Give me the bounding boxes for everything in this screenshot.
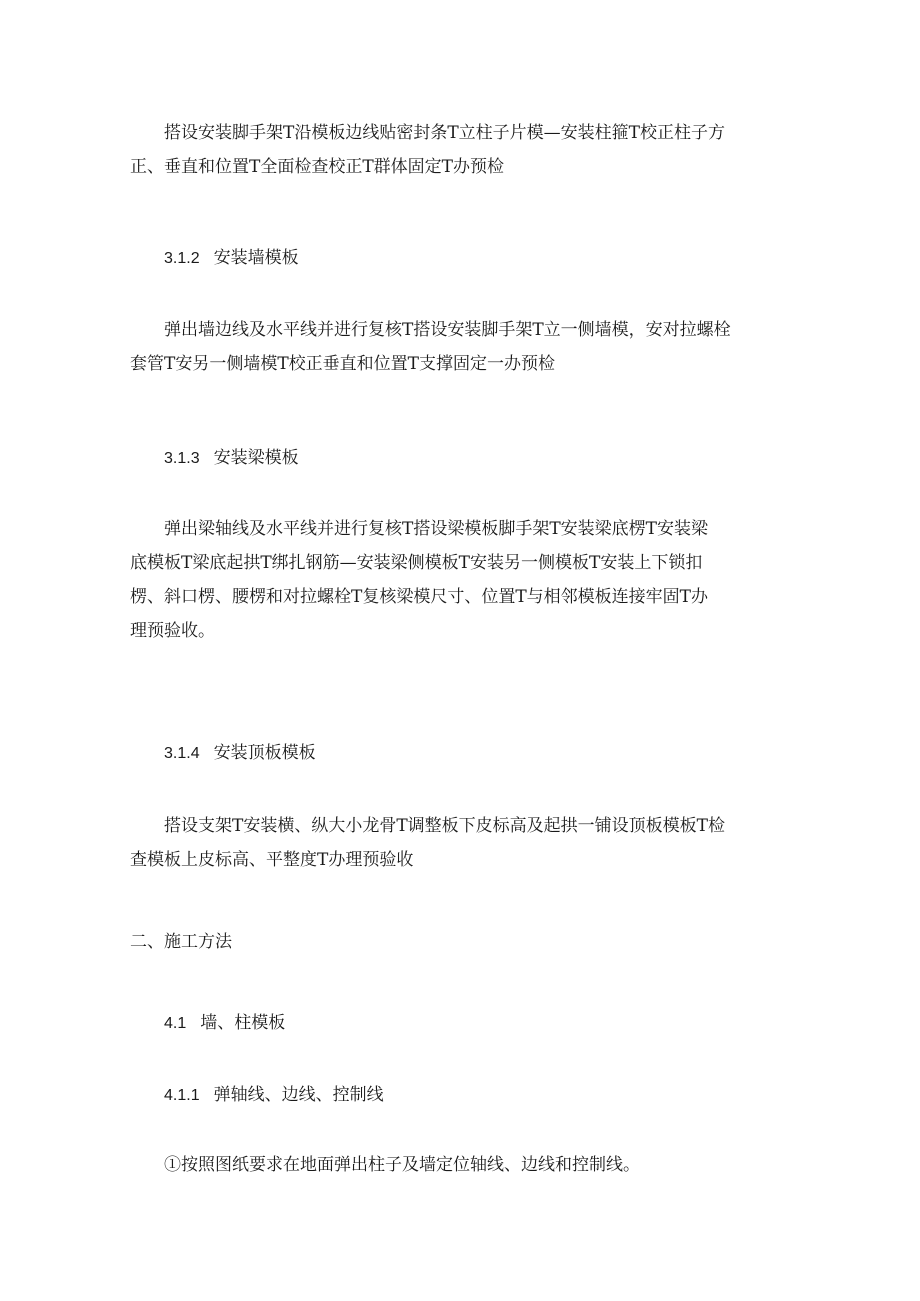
- heading-4-1: [164, 1011, 285, 1036]
- heading-number: 3.1.3: [164, 450, 200, 467]
- heading-number: 4.1: [164, 1015, 187, 1032]
- paragraph-line: 弹出墙边线及水平线并进行复核T搭设安装脚手架T立一侧墙模，安对拉螺栓: [164, 320, 731, 340]
- heading-3-1-2: [164, 246, 299, 271]
- heading-text: 弹轴线、边线、控制线: [213, 1085, 384, 1105]
- paragraph-layout-lines: [130, 1148, 810, 1182]
- paragraph-line: 正、垂直和位置T全面检查校正T群体固定T办预检: [130, 157, 505, 177]
- paragraph-column-installation-sequence: [130, 116, 810, 184]
- paragraph-line: 套管T安另一侧墙模T校正垂直和位置T支撑固定一办预检: [130, 354, 556, 374]
- heading-4-1-1: [164, 1083, 384, 1108]
- paragraph-beam-installation-sequence: [130, 512, 810, 648]
- heading-number: 3.1.4: [164, 745, 200, 762]
- paragraph-line: 弹出梁轴线及水平线并进行复核T搭设梁模板脚手架T安装梁底楞T安装梁: [164, 519, 709, 539]
- section-heading-text: 二、施工方法: [130, 932, 232, 952]
- section-heading-construction-method: [130, 930, 232, 954]
- paragraph-line: ①按照图纸要求在地面弹出柱子及墙定位轴线、边线和控制线。: [164, 1155, 640, 1175]
- paragraph-line: 查模板上皮标高、平整度T办理预验收: [130, 850, 414, 870]
- heading-3-1-4: [164, 741, 316, 766]
- paragraph-line: 底模板T梁底起拱T绑扎钢筋—安装梁侧模板T安装另一侧模板T安装上下锁扣: [130, 553, 703, 573]
- paragraph-slab-installation-sequence: [130, 809, 810, 877]
- paragraph-wall-installation-sequence: [130, 313, 810, 381]
- heading-number: 4.1.1: [164, 1087, 200, 1104]
- heading-number: 3.1.2: [164, 250, 200, 267]
- heading-text: 安装墙模板: [213, 248, 299, 268]
- heading-text: 安装顶板模板: [213, 743, 316, 763]
- paragraph-line: 搭设安装脚手架T沿模板边线贴密封条T立柱子片模—安装柱箍T校正柱子方: [164, 123, 726, 143]
- paragraph-line: 理预验收。: [130, 621, 215, 641]
- heading-3-1-3: [164, 446, 299, 471]
- heading-text: 墙、柱模板: [200, 1013, 286, 1033]
- heading-text: 安装梁模板: [213, 448, 299, 468]
- paragraph-line: 楞、斜口楞、腰楞和对拉螺栓T复核梁模尺寸、位置T与相邻模板连接牢固T办: [130, 587, 709, 607]
- paragraph-line: 搭设支架T安装横、纵大小龙骨T调整板下皮标高及起拱一铺设顶板模板T检: [164, 816, 726, 836]
